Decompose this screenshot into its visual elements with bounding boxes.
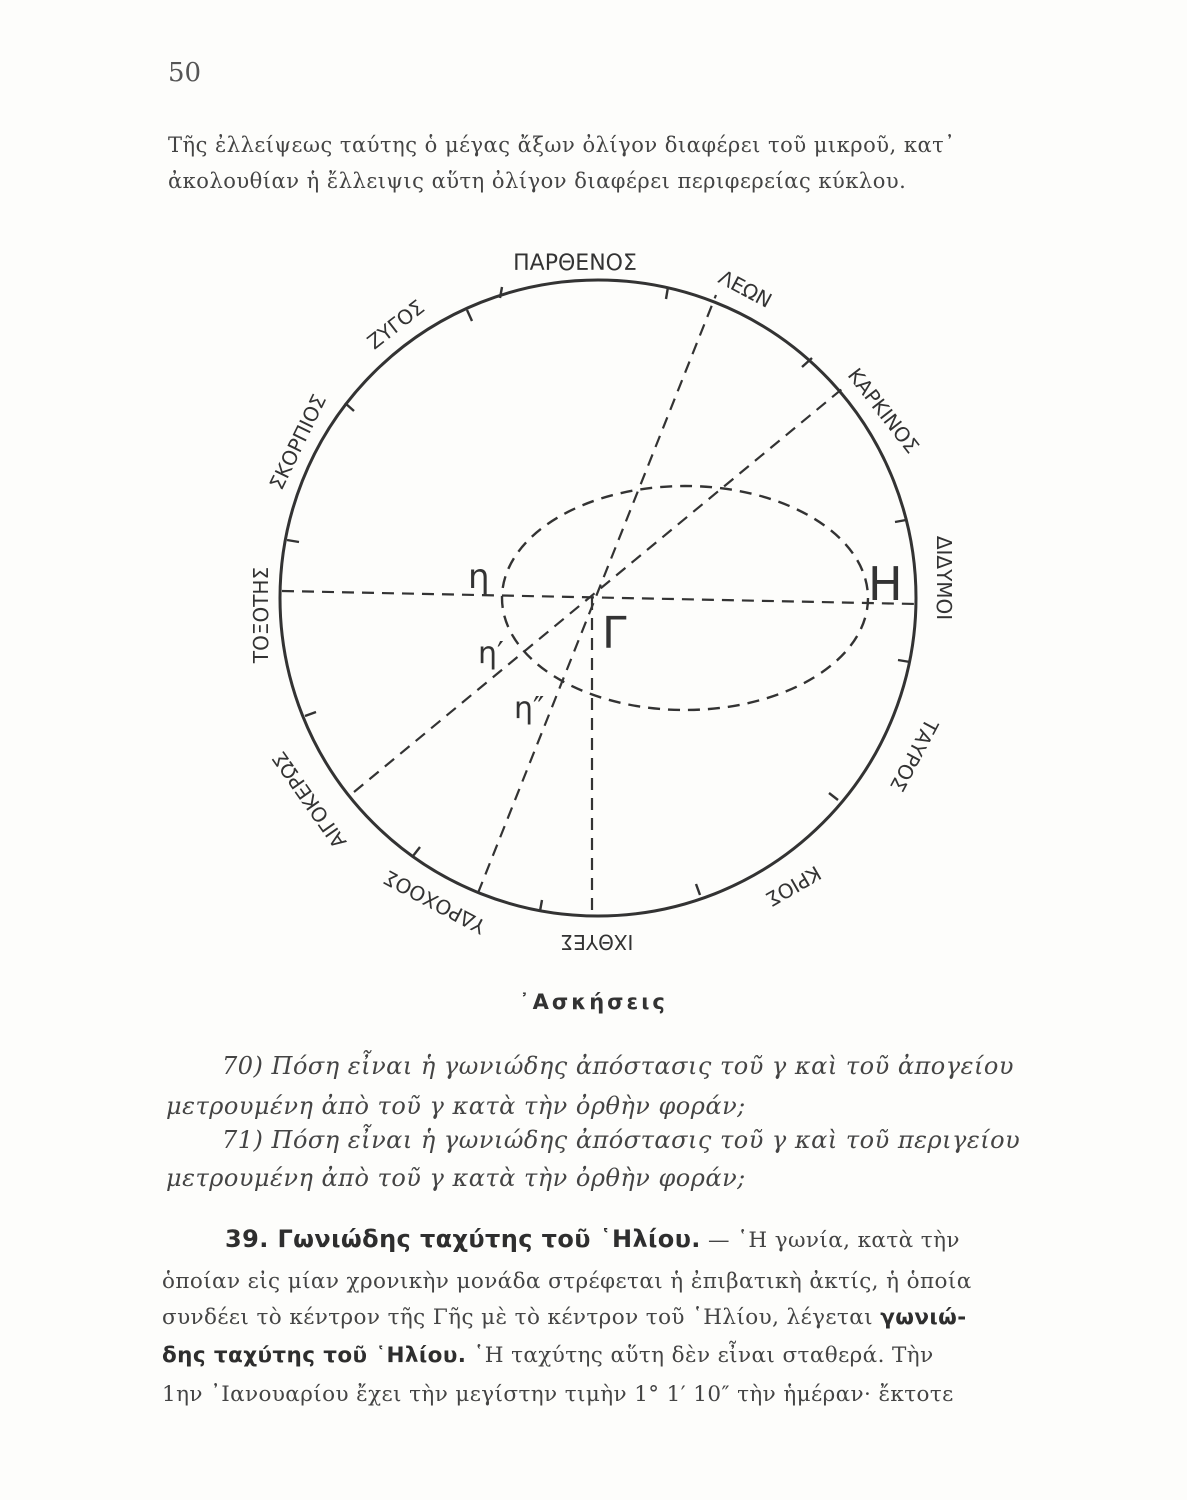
section-line-4: [162, 1340, 934, 1372]
label-pisces: ΙΧΘΥΕΣ: [560, 930, 634, 954]
label-cancer: ΚΑΡΚΙΝΟΣ: [842, 363, 925, 458]
exercise-70-line-2: μετρουμένη ἀπὸ τοῦ γ κατὰ τὴν ὀρθὴν φοράν;: [166, 1092, 746, 1120]
ecliptic-circle: [280, 280, 916, 916]
label-gemini: ΔΙΔΥΜΟΙ: [932, 535, 956, 621]
intro-line-2: ἀκολουθίαν ἡ ἔλλειψις αὕτη ὀλίγον διαφέρει περιφερείας κύκλου.: [168, 169, 907, 193]
exercises-title: ᾿Ασκήσεις: [519, 990, 668, 1014]
apsis-line: [282, 591, 916, 604]
section-line-3-text: συνδέει τὸ κέντρον τῆς Γῆς μὲ τὸ κέντρον τοῦ ῾Ηλίου, λέγεται: [162, 1305, 881, 1330]
label-taurus: ΤΑΥΡΟΣ: [885, 714, 944, 796]
section-line-1-rest: — ῾Η γωνία, κατὰ τὴν: [700, 1228, 960, 1253]
exercise-70-line-1: 70) Πόση εἶναι ἡ γωνιώδης ἀπόστασις τοῦ γ καὶ τοῦ ἀπογείου: [222, 1052, 1014, 1080]
exercise-71-line-1: 71) Πόση εἶναι ἡ γωνιώδης ἀπόστασις τοῦ γ καὶ τοῦ περιγείου: [222, 1126, 1021, 1154]
label-virgo: ΠΑΡΘΕΝΟΣ: [513, 251, 637, 276]
label-point-gamma: Γ: [602, 608, 627, 659]
radius-line-2: [478, 295, 716, 893]
label-aries: ΚΡΙΟΣ: [761, 860, 826, 912]
section-heading: 39. Γωνιώδης ταχύτης τοῦ ῾Ηλίου.: [225, 1225, 701, 1253]
section-line-2: ὁποίαν εἰς μίαν χρονικὴν μονάδα στρέφεται ἡ ἐπιβατικὴ ἀκτίς, ἡ ὁποία: [162, 1269, 972, 1294]
page-number: 50: [168, 58, 202, 88]
label-sagittarius: ΤΟΞΟΤΗΣ: [249, 566, 273, 664]
label-capricorn: ΑΙΓΟΚΕΡΩΣ: [267, 747, 352, 853]
section-line-5: 1ην ᾿Ιανουαρίου ἔχει τὴν μεγίστην τιμὴν 1° 1′ 10″ τὴν ἡμέραν· ἔκτοτε: [162, 1382, 954, 1407]
label-point-eta: η: [468, 557, 490, 597]
label-point-H: Η: [868, 557, 903, 611]
label-leo: ΛΕΩΝ: [714, 264, 776, 313]
section-line-4-rest: ῾Η ταχύτης αὕτη δὲν εἶναι σταθερά. Τὴν: [466, 1343, 934, 1368]
label-scorpio: ΣΚΟΡΠΙΟΣ: [264, 390, 332, 494]
section-line-3: [162, 1302, 967, 1334]
section-term-part-2: δης ταχύτης τοῦ ῾Ηλίου.: [162, 1343, 467, 1368]
label-point-eta2: η″: [514, 691, 545, 726]
label-point-eta1: η′: [478, 636, 504, 671]
label-libra: ΖΥΓΟΣ: [362, 294, 429, 355]
section-line-1: [225, 1223, 960, 1257]
intro-line-1: Τῆς ἐλλείψεως ταύτης ὁ μέγας ἄξων ὀλίγον διαφέρει τοῦ μικροῦ, κατ᾽: [168, 133, 956, 157]
tick-marks: [287, 287, 910, 911]
exercise-71-line-2: μετρουμένη ἀπὸ τοῦ γ κατὰ τὴν ὀρθὴν φοράν;: [166, 1164, 746, 1192]
label-aquarius: ΥΔΡΟΧΟΟΣ: [379, 865, 490, 939]
section-term-part-1: γωνιώ-: [880, 1305, 967, 1330]
